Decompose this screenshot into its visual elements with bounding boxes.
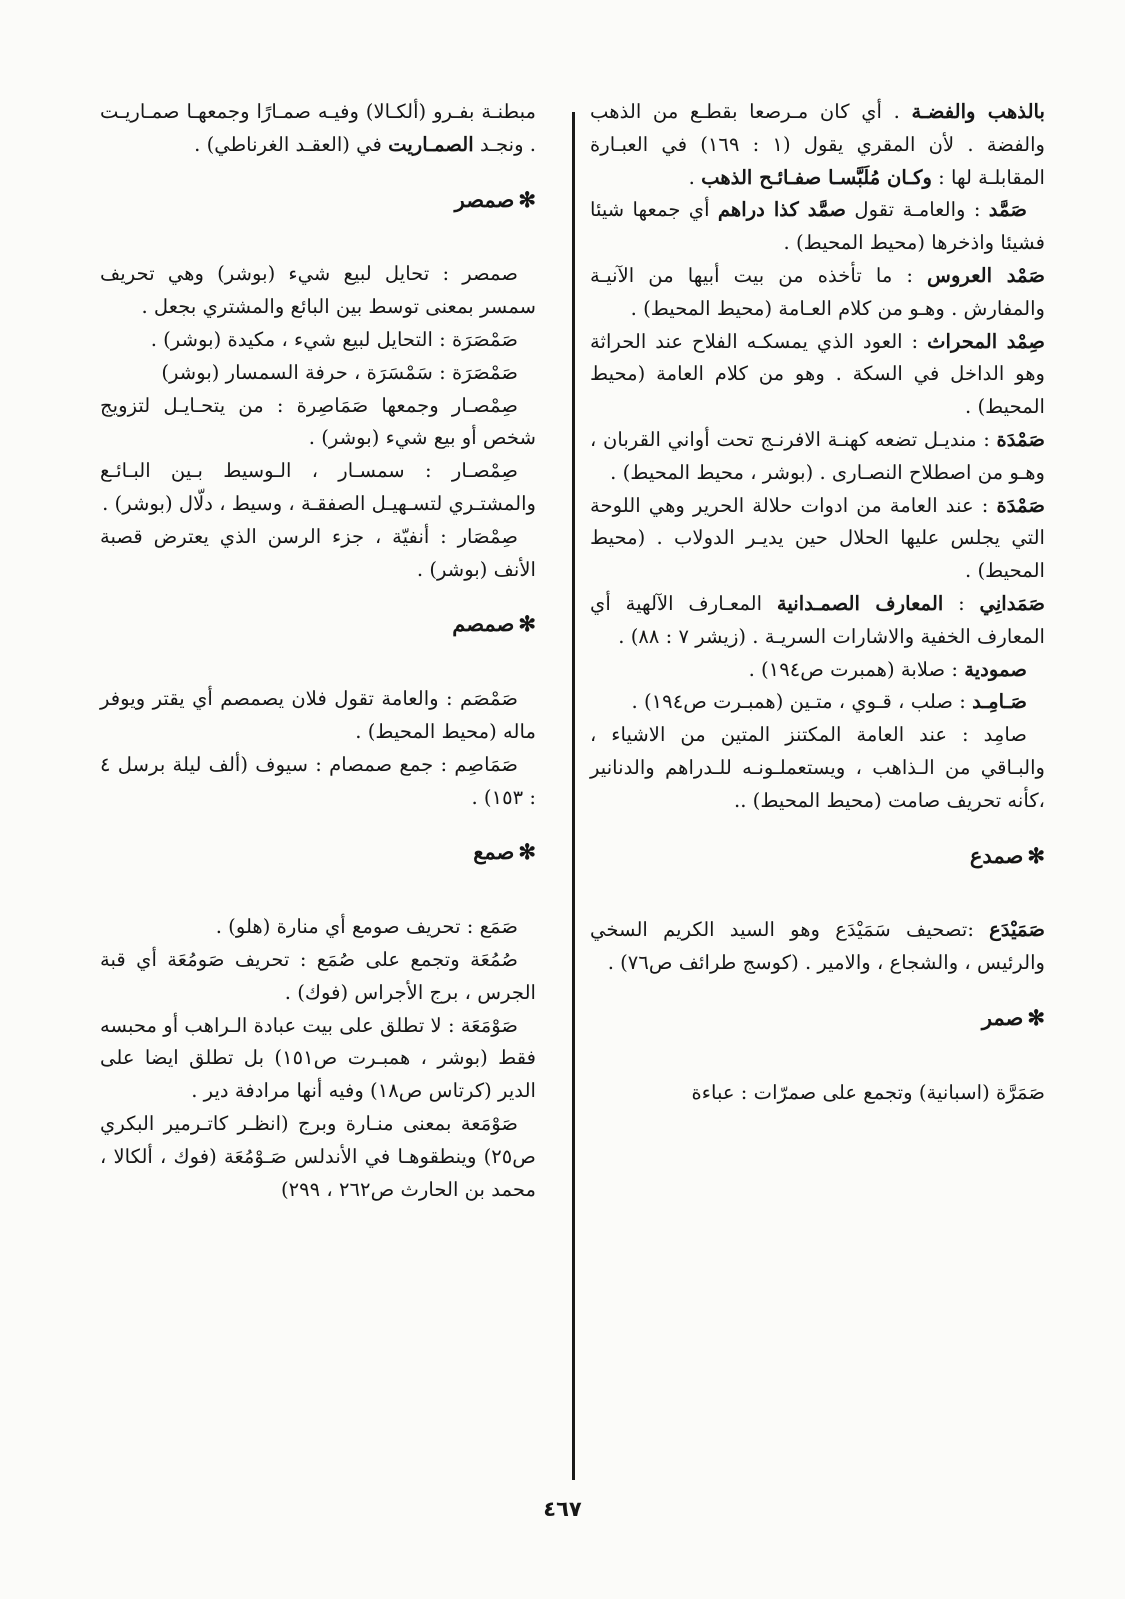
dictionary-entry <box>100 749 536 815</box>
dictionary-entry <box>100 1010 536 1108</box>
dictionary-entry <box>590 424 1045 490</box>
dictionary-entry <box>590 719 1045 817</box>
headword: صمَّد كذا دراهم <box>717 198 847 222</box>
headword: المعارف الصمـدانية <box>776 591 944 615</box>
entry-text: صِمْصـار : سمسـار ، الـوسيط بـين البـائـع والمشتـري لتسـهيـل الصفقـة ، وسيط ، دلّال (بوشر) . <box>100 459 536 515</box>
entry-text: صَمْصَرَة : التحايل لبيع شيء ، مكيدة (بوشر) . <box>150 327 518 351</box>
section-title: صمر <box>981 1004 1024 1030</box>
entry-text: صَمَع : تحريف صومع أي منارة (هلو) . <box>215 915 518 939</box>
right-column <box>590 96 1045 1110</box>
entry-text: صَمْصَم : والعامة تقول فلان يصمصم أي يقتر ويوفر ماله (محيط المحيط) . <box>100 687 536 743</box>
page-number: ٤٦٧ <box>543 1497 582 1521</box>
section-title: صمصر <box>454 186 515 212</box>
entry-text: صَوْمَعة بمعنى منـارة وبرج (انظـر كاتـرمير البكري ص٢٥) وينطقوهـا في الأندلس صَـوْمُعَة (فوك ، ألكالا ، محمد بن الحارث ص٢٦٢ ، ٢٩٩) <box>100 1111 536 1201</box>
section-title: صمصم <box>452 611 515 637</box>
section-heading <box>100 836 536 869</box>
entry-text: : العود الذي يمسكـه الفلاح عند الحراثة وهو الداخل في السكة . وهو من كلام العامة (محيط المحيط) . <box>590 329 1045 419</box>
headword: وكـان مُلَبَّسـا صفـائـح الذهب <box>701 165 932 189</box>
dictionary-entry <box>100 521 536 587</box>
dictionary-entry <box>100 357 536 390</box>
section-title: صمع <box>473 839 515 865</box>
dictionary-entry <box>590 194 1045 260</box>
headword: صَمْدَة <box>996 427 1045 451</box>
entry-text: صُمُعَة وتجمع على صُمَع : تحريف صَومُعَة أي قبة الجرس ، برج الأجراس (فوك) . <box>100 947 536 1004</box>
entry-text: : منديـل تضعه كهنـة الافرنـج تحت أواني القربان ، وهـو من اصطلاح النصـارى . (بوشر ، محيط المحيط) . <box>590 427 1045 484</box>
dictionary-entry <box>100 944 536 1010</box>
section-heading <box>100 184 536 217</box>
dictionary-entry <box>590 1077 1045 1110</box>
asterisk-icon: ✻ <box>518 186 536 212</box>
section-heading <box>590 1002 1045 1035</box>
entry-text: أي جمعها شيئا فشيئا واذخرها (محيط المحيط) . <box>590 198 1045 255</box>
section-heading <box>590 840 1045 873</box>
headword: صِمْد المحراث <box>927 329 1045 353</box>
entry-text: : عند العامة من ادوات حلالة الحرير وهي اللوحة التي يجلس عليها الحلال حين يديـر الدولاب . (محيط المحيط) . <box>590 493 1045 583</box>
headword: صَمَدانِي <box>979 591 1045 615</box>
dictionary-entry <box>590 260 1045 326</box>
dictionary-entry <box>100 1108 536 1206</box>
entry-text: صمصر : تحايل لبيع شيء (بوشر) وهي تحريف سمسر بمعنى توسط بين البائع والمشتري بجعل . <box>100 262 536 319</box>
entry-text: : صلب ، قـوي ، متـين (همبـرت ص١٩٤) . <box>631 690 973 714</box>
dictionary-entry <box>100 911 536 944</box>
entry-text: . <box>688 165 702 189</box>
headword: صمودية <box>964 657 1027 681</box>
entry-text: صِمْصـار وجمعها صَمَاصِرة : من يتحـايـل لتزويج شخص أو بيع شيء (بوشر) . <box>100 393 536 450</box>
entry-text: صَمْصَرَة : سَمْسَرَة ، حرفة السمسار (بوشر) <box>161 360 518 384</box>
entry-text: صامِد : عند العامة المكتنز المتين من الاشياء ، والبـاقي من الـذاهب ، ويستعملـونـه للـدراهم والدنانير ،كأنه تحريف صامت (محيط المحيط) .. <box>590 723 1045 812</box>
entry-text: مبطنـة بفـرو (ألكـالا) وفيـه صمـارًا وجمعهـا صمـاريـت . ونجـد <box>100 100 536 156</box>
dictionary-entry <box>590 490 1045 588</box>
section-heading <box>100 608 536 641</box>
entry-text: صَمَرَّة (اسبانية) وتجمع على صمرّات : عباءة <box>691 1080 1045 1104</box>
left-column <box>100 96 536 1206</box>
headword: صَمْدَة <box>996 493 1045 517</box>
headword: صَمَيْدَع <box>989 918 1045 942</box>
headword: بالذهب والفضـة <box>911 100 1045 123</box>
dictionary-entry <box>590 654 1045 687</box>
entry-text: : ما تأخذه من بيت أبيها من الآنيـة والمفارش . وهـو من كلام العـامة (محيط المحيط) . <box>590 263 1045 320</box>
entry-text: صَوْمَعَة : لا تطلق على بيت عبادة الـراهب أو محبسه فقط (بوشر ، همبـرت ص١٥١) بل تطلق ايضا على الدير (كرتاس ص١٨) وفيه أنها مرادفة دير . <box>99 1013 537 1103</box>
dictionary-entry <box>590 96 1045 194</box>
entry-text: : والعامـة تقول <box>846 198 989 222</box>
entry-text: . أي كان مـرصعا بقطـع من الذهب والفضة . لأن المقري يقول (١ : ١٦٩) في العبـارة المقابلـة لها : <box>590 100 1046 189</box>
entry-text: صِمْصَار : أنفيّة ، جزء الرسن الذي يعترض قصبة الأنف (بوشر) . <box>100 524 536 581</box>
dictionary-entry <box>590 326 1045 424</box>
dictionary-entry <box>100 390 536 456</box>
dictionary-entry <box>100 96 536 162</box>
entry-text: في (العقـد الغرناطي) . <box>194 132 389 156</box>
headword: صَمَّد <box>988 198 1027 222</box>
headword: صَمْد العروس <box>927 263 1045 287</box>
dictionary-entry <box>590 588 1045 654</box>
entry-text: : <box>943 591 980 615</box>
entry-text: صَمَاصِم : جمع صمصام : سيوف (ألف ليلة برسل ٤ : ١٥٣) . <box>100 752 536 809</box>
section-title: صمدع <box>969 842 1024 868</box>
dictionary-entry <box>100 324 536 357</box>
asterisk-icon: ✻ <box>1027 1004 1045 1030</box>
entry-text: : صلابة (همبرت ص١٩٤) . <box>748 657 965 681</box>
entry-text: المعـارف الآلهية أي المعارف الخفية والاشارات السريـة . (زيشر ٧ : ٨٨) . <box>590 591 1045 648</box>
dictionary-entry <box>100 683 536 749</box>
column-divider <box>572 112 575 1480</box>
dictionary-entry <box>590 914 1045 980</box>
entry-text: :تصحيف سَمَيْدَع وهو السيد الكريم السخي والرئيس ، والشجاع ، والامير . (كوسج طرائف ص٧٦) . <box>590 918 1045 975</box>
dictionary-entry <box>100 455 536 521</box>
asterisk-icon: ✻ <box>1027 842 1045 868</box>
headword: الصمـاريت <box>388 132 474 156</box>
dictionary-entry <box>590 686 1045 719</box>
dictionary-entry <box>100 258 536 324</box>
asterisk-icon: ✻ <box>518 611 536 637</box>
headword: صَـامِـد <box>972 690 1027 714</box>
asterisk-icon: ✻ <box>518 839 536 865</box>
